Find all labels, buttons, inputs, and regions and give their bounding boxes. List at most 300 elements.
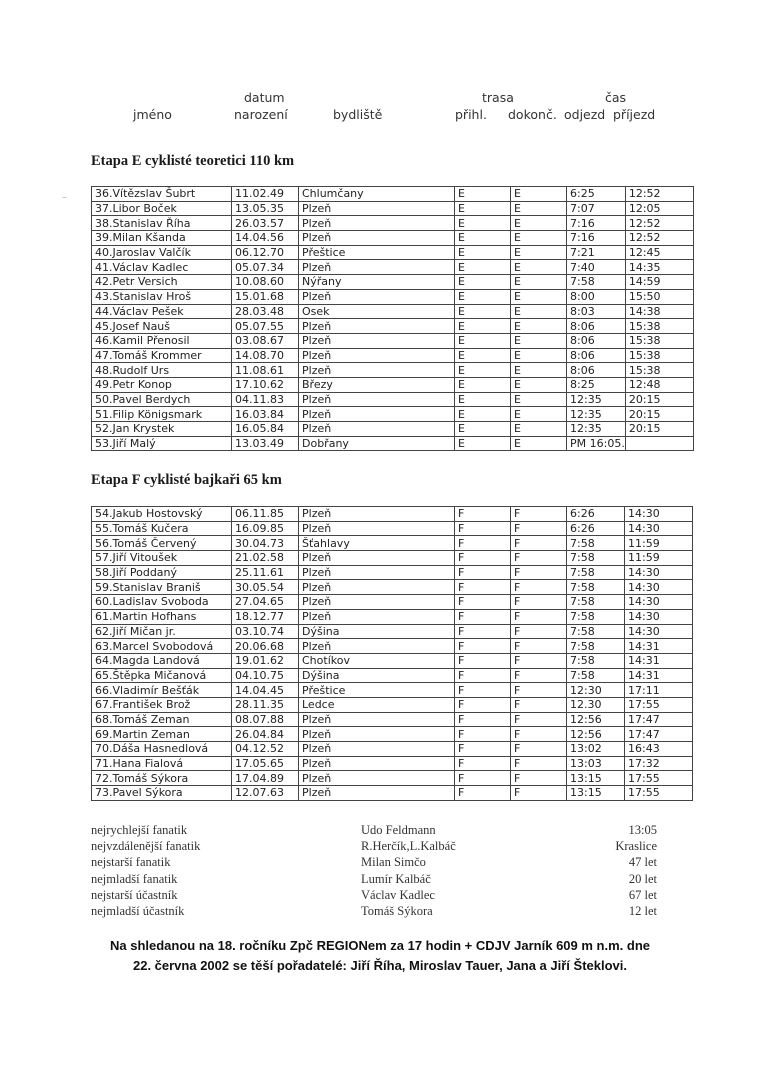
cell-dokonc: E [511, 407, 567, 422]
table-row [92, 407, 694, 422]
cell-prihl: E [455, 363, 511, 378]
cell-dokonc: E [511, 187, 567, 202]
table-row [92, 536, 693, 551]
table-row [92, 392, 694, 407]
cell-prihl: E [455, 348, 511, 363]
cell-residence: Plzeň [299, 216, 455, 231]
cell-residence: Plzeň [299, 771, 455, 786]
cell-prijezd: 15:38 [625, 319, 693, 334]
cell-odjezd: 13:15 [567, 771, 625, 786]
cell-prihl: F [455, 771, 511, 786]
table-row [92, 275, 694, 290]
cell-prihl: F [455, 653, 511, 668]
cell-birth: 15.01.68 [232, 289, 299, 304]
cell-residence: Plzeň [299, 595, 455, 610]
cell-dokonc: E [511, 348, 567, 363]
cell-dokonc: E [511, 304, 567, 319]
stat-row [91, 871, 661, 887]
cell-residence: Přeštice [299, 245, 455, 260]
cell-odjezd: 7:07 [567, 201, 626, 216]
etapa-e-title: Etapa E cyklisté teoretici 110 km [91, 153, 295, 169]
stat-value: 20 let [628, 871, 657, 886]
cell-dokonc: F [511, 786, 567, 801]
cell-residence: Plzeň [299, 319, 455, 334]
table-row [92, 507, 693, 522]
table-row [92, 624, 693, 639]
cell-prihl: E [455, 304, 511, 319]
cell-birth: 28.03.48 [232, 304, 299, 319]
cell-name: 60.Ladislav Svoboda [92, 595, 232, 610]
cell-prihl: F [455, 668, 511, 683]
cell-dokonc: E [511, 275, 567, 290]
cell-prijezd: 14:30 [625, 624, 693, 639]
cell-birth: 30.04.73 [232, 536, 299, 551]
cell-name: 73.Pavel Sýkora [92, 786, 232, 801]
stat-value: 13:05 [628, 823, 657, 837]
cell-birth: 03.10.74 [232, 624, 299, 639]
cell-name: 37.Libor Boček [92, 201, 232, 216]
cell-residence: Plzeň [299, 727, 455, 742]
cell-name: 49.Petr Konop [92, 377, 232, 392]
cell-name: 38.Stanislav Říha [92, 216, 232, 231]
cell-prihl: E [455, 216, 511, 231]
table-row [92, 304, 694, 319]
cell-name: 56.Tomáš Červený [92, 536, 232, 551]
cell-odjezd: 12:30 [567, 683, 625, 698]
cell-dokonc: F [511, 580, 567, 595]
cell-birth: 26.03.57 [232, 216, 299, 231]
table-row [92, 683, 693, 698]
cell-residence: Plzeň [299, 260, 455, 275]
table-row [92, 668, 693, 683]
header-odjezd: odjezd [564, 107, 606, 122]
cell-residence: Plzeň [299, 201, 455, 216]
cell-name: 36.Vítězslav Šubrt [92, 187, 232, 202]
cell-odjezd: 8:03 [567, 304, 626, 319]
footer-line-1: Na shledanou na 18. ročníku Zpč REGIONem za 17 hodin + CDJV Jarník 609 m n.m. dne [109, 938, 650, 953]
cell-odjezd: 7:58 [567, 565, 625, 580]
stat-value: 12 let [628, 903, 657, 918]
cell-name: 53.Jiří Malý [92, 436, 232, 451]
cell-name: 39.Milan Kšanda [92, 231, 232, 246]
cell-prijezd: 14:30 [625, 580, 693, 595]
cell-dokonc: E [511, 289, 567, 304]
cell-prihl: F [455, 580, 511, 595]
cell-residence: Plzeň [299, 407, 455, 422]
cell-name: 65.Štěpka Mičanová [92, 668, 232, 683]
cell-name: 51.Filip Königsmark [92, 407, 232, 422]
cell-prihl: E [455, 275, 511, 290]
cell-prijezd: 14:30 [625, 609, 693, 624]
cell-birth: 05.07.34 [232, 260, 299, 275]
cell-odjezd: 8:06 [567, 333, 626, 348]
cell-birth: 11.02.49 [232, 187, 299, 202]
cell-odjezd: 12:35 [567, 392, 626, 407]
cell-name: 50.Pavel Berdych [92, 392, 232, 407]
header-narozeni: narození [234, 107, 288, 122]
cell-birth: 18.12.77 [232, 609, 299, 624]
cell-odjezd: 7:16 [567, 216, 626, 231]
cell-residence: Plzeň [299, 712, 455, 727]
table-row [92, 377, 694, 392]
cell-name: 70.Dáša Hasnedlová [92, 742, 232, 757]
stat-name: Udo Feldmann [361, 823, 436, 837]
etapa-f-title: Etapa F cyklisté bajkaři 65 km [91, 472, 282, 488]
cell-dokonc: F [511, 507, 567, 522]
cell-prijezd: 14:59 [625, 275, 693, 290]
cell-odjezd: 7:58 [567, 580, 625, 595]
stat-value: 67 let [628, 887, 657, 902]
table-row [92, 551, 693, 566]
cell-prihl: E [455, 231, 511, 246]
cell-odjezd: 8:00 [567, 289, 626, 304]
etapa-e-table [91, 186, 694, 451]
table-row [92, 319, 694, 334]
cell-odjezd: 13:02 [567, 742, 625, 757]
cell-name: 40.Jaroslav Valčík [92, 245, 232, 260]
cell-odjezd: 12.30 [567, 697, 625, 712]
cell-dokonc: E [511, 392, 567, 407]
cell-prihl: E [455, 333, 511, 348]
cell-residence: Plzeň [299, 289, 455, 304]
cell-prihl: F [455, 786, 511, 801]
table-row [92, 742, 693, 757]
cell-residence: Chlumčany [299, 187, 455, 202]
cell-birth: 04.11.83 [232, 392, 299, 407]
cell-prihl: F [455, 595, 511, 610]
cell-birth: 04.12.52 [232, 742, 299, 757]
cell-birth: 16.05.84 [232, 422, 299, 437]
cell-prijezd: 15:38 [625, 333, 693, 348]
cell-prihl: F [455, 507, 511, 522]
cell-odjezd: 8:25 [567, 377, 626, 392]
cell-birth: 19.01.62 [232, 653, 299, 668]
cell-prihl: F [455, 521, 511, 536]
cell-dokonc: F [511, 697, 567, 712]
cell-dokonc: F [511, 639, 567, 654]
header-prihl: přihl. [455, 107, 487, 122]
cell-prihl: F [455, 609, 511, 624]
cell-prijezd: 12:52 [625, 216, 693, 231]
table-row [92, 245, 694, 260]
table-row [92, 771, 693, 786]
cell-dokonc: F [511, 521, 567, 536]
cell-prijezd: 17:55 [625, 771, 693, 786]
cell-name: 44.Václav Pešek [92, 304, 232, 319]
cell-prijezd: 20:15 [625, 422, 693, 437]
cell-odjezd: 12:56 [567, 712, 625, 727]
cell-prihl: F [455, 536, 511, 551]
cell-prihl: E [455, 436, 511, 451]
cell-residence: Plzeň [299, 392, 455, 407]
cell-dokonc: F [511, 551, 567, 566]
cell-prijezd: 15:38 [625, 348, 693, 363]
cell-name: 54.Jakub Hostovský [92, 507, 232, 522]
cell-prijezd: 17:47 [625, 712, 693, 727]
cell-birth: 10.08.60 [232, 275, 299, 290]
cell-odjezd: 7:58 [567, 653, 625, 668]
cell-name: 62.Jiří Mičan jr. [92, 624, 232, 639]
cell-prijezd: 20:15 [625, 407, 693, 422]
cell-birth: 30.05.54 [232, 580, 299, 595]
cell-prijezd: 12:52 [625, 187, 693, 202]
stat-label: nejstarší účastník [91, 887, 178, 902]
cell-prijezd: 14:30 [625, 595, 693, 610]
cell-residence: Osek [299, 304, 455, 319]
cell-birth: 13.05.35 [232, 201, 299, 216]
cell-birth: 14.04.56 [232, 231, 299, 246]
cell-odjezd: 7:58 [567, 624, 625, 639]
cell-prijezd: 15:50 [625, 289, 693, 304]
cell-odjezd: PM 16:05. [567, 436, 626, 451]
cell-odjezd: 13:15 [567, 786, 625, 801]
stat-label: nejrychlejší fanatik [91, 823, 188, 837]
cell-dokonc: F [511, 609, 567, 624]
cell-dokonc: E [511, 216, 567, 231]
header-dokonc: dokonč. [508, 107, 557, 122]
cell-prijezd: 17:32 [625, 756, 693, 771]
cell-odjezd: 8:06 [567, 319, 626, 334]
stat-value: Kraslice [615, 839, 657, 854]
stat-label: nejmladší účastník [91, 903, 185, 918]
cell-odjezd: 7:58 [567, 595, 625, 610]
cell-dokonc: F [511, 771, 567, 786]
table-row [92, 333, 694, 348]
table-row [92, 653, 693, 668]
stat-row [91, 822, 661, 838]
cell-dokonc: E [511, 422, 567, 437]
cell-prihl: E [455, 289, 511, 304]
stat-label: nejvzdálenější fanatik [91, 839, 201, 854]
cell-dokonc: F [511, 727, 567, 742]
scan-mark: – [62, 192, 67, 203]
cell-prijezd: 11:59 [625, 536, 693, 551]
cell-birth: 27.04.65 [232, 595, 299, 610]
cell-prijezd: 12:45 [625, 245, 693, 260]
cell-odjezd: 7:58 [567, 609, 625, 624]
cell-residence: Plzeň [299, 580, 455, 595]
cell-dokonc: F [511, 683, 567, 698]
cell-prihl: F [455, 742, 511, 757]
header-jmeno: jméno [133, 107, 172, 122]
cell-prijezd: 14:30 [625, 521, 693, 536]
cell-residence: Plzeň [299, 521, 455, 536]
cell-odjezd: 7:58 [567, 536, 625, 551]
stat-label: nejstarší fanatik [91, 855, 171, 870]
cell-birth: 06.12.70 [232, 245, 299, 260]
stats-list [91, 822, 661, 919]
cell-prihl: F [455, 683, 511, 698]
cell-birth: 25.11.61 [232, 565, 299, 580]
cell-dokonc: E [511, 436, 567, 451]
table-row [92, 201, 694, 216]
cell-prihl: E [455, 319, 511, 334]
cell-prijezd: 14:30 [625, 565, 693, 580]
cell-dokonc: F [511, 668, 567, 683]
cell-odjezd: 7:58 [567, 668, 625, 683]
table-row [92, 348, 694, 363]
cell-residence: Plzeň [299, 348, 455, 363]
cell-name: 71.Hana Fialová [92, 756, 232, 771]
table-row [92, 363, 694, 378]
cell-name: 41.Václav Kadlec [92, 260, 232, 275]
cell-birth: 20.06.68 [232, 639, 299, 654]
cell-prihl: F [455, 727, 511, 742]
cell-residence: Plzeň [299, 551, 455, 566]
cell-birth: 16.09.85 [232, 521, 299, 536]
cell-prijezd: 14:35 [625, 260, 693, 275]
cell-prijezd [625, 436, 693, 451]
footer-line-2: 22. června 2002 se těší pořadatelé: Jiří Říha, Miroslav Tauer, Jana a Jiří Šteklovi. [132, 958, 627, 973]
stat-value: 47 let [628, 855, 657, 870]
stat-row [91, 854, 661, 870]
cell-odjezd: 7:58 [567, 275, 626, 290]
cell-dokonc: E [511, 377, 567, 392]
cell-name: 68.Tomáš Zeman [92, 712, 232, 727]
cell-residence: Plzeň [299, 786, 455, 801]
cell-residence: Plzeň [299, 565, 455, 580]
table-row [92, 712, 693, 727]
cell-dokonc: E [511, 201, 567, 216]
cell-prijezd: 14:30 [625, 507, 693, 522]
cell-residence: Plzeň [299, 363, 455, 378]
table-row [92, 422, 694, 437]
cell-prihl: F [455, 756, 511, 771]
cell-birth: 06.11.85 [232, 507, 299, 522]
cell-dokonc: F [511, 756, 567, 771]
cell-birth: 13.03.49 [232, 436, 299, 451]
cell-prijezd: 14:31 [625, 653, 693, 668]
cell-birth: 04.10.75 [232, 668, 299, 683]
cell-residence: Ledce [299, 697, 455, 712]
cell-name: 58.Jiří Poddaný [92, 565, 232, 580]
cell-prijezd: 14:31 [625, 668, 693, 683]
cell-prijezd: 16:43 [625, 742, 693, 757]
cell-residence: Plzeň [299, 507, 455, 522]
cell-prijezd: 17:55 [625, 786, 693, 801]
cell-residence: Chotíkov [299, 653, 455, 668]
cell-dokonc: F [511, 624, 567, 639]
cell-dokonc: F [511, 742, 567, 757]
cell-birth: 08.07.88 [232, 712, 299, 727]
cell-odjezd: 6:25 [567, 187, 626, 202]
stat-name: Tomáš Sýkora [361, 903, 433, 918]
cell-name: 69.Martin Zeman [92, 727, 232, 742]
cell-dokonc: F [511, 595, 567, 610]
header-datum: datum [244, 90, 285, 105]
cell-prijezd: 12:48 [625, 377, 693, 392]
header-prijezd: příjezd [613, 107, 656, 122]
cell-residence: Dobřany [299, 436, 455, 451]
cell-odjezd: 7:58 [567, 551, 625, 566]
cell-prihl: F [455, 712, 511, 727]
cell-residence: Nýřany [299, 275, 455, 290]
cell-residence: Přeštice [299, 683, 455, 698]
stat-name: R.Herčík,L.Kalbáč [361, 839, 456, 854]
cell-name: 47.Tomáš Krommer [92, 348, 232, 363]
table-row [92, 756, 693, 771]
cell-prijezd: 12:52 [625, 231, 693, 246]
cell-birth: 05.07.55 [232, 319, 299, 334]
table-row [92, 580, 693, 595]
cell-odjezd: 8:06 [567, 348, 626, 363]
cell-prihl: E [455, 187, 511, 202]
cell-birth: 14.08.70 [232, 348, 299, 363]
cell-prihl: E [455, 407, 511, 422]
cell-name: 66.Vladimír Bešťák [92, 683, 232, 698]
table-row [92, 565, 693, 580]
cell-name: 52.Jan Krystek [92, 422, 232, 437]
cell-residence: Plzeň [299, 231, 455, 246]
cell-name: 64.Magda Landová [92, 653, 232, 668]
cell-birth: 17.05.65 [232, 756, 299, 771]
cell-odjezd: 7:21 [567, 245, 626, 260]
table-row [92, 521, 693, 536]
table-row [92, 697, 693, 712]
table-row [92, 289, 694, 304]
cell-name: 55.Tomáš Kučera [92, 521, 232, 536]
stat-name: Milan Simčo [361, 855, 426, 870]
cell-residence: Plzeň [299, 639, 455, 654]
cell-residence: Plzeň [299, 333, 455, 348]
footer-note [40, 936, 720, 976]
cell-birth: 21.02.58 [232, 551, 299, 566]
cell-dokonc: E [511, 363, 567, 378]
cell-odjezd: 7:40 [567, 260, 626, 275]
table-row [92, 436, 694, 451]
table-row [92, 727, 693, 742]
cell-birth: 26.04.84 [232, 727, 299, 742]
header-cas: čas [605, 90, 627, 105]
table-row [92, 187, 694, 202]
cell-prijezd: 14:38 [625, 304, 693, 319]
cell-name: 61.Martin Hofhans [92, 609, 232, 624]
stat-row [91, 887, 661, 903]
cell-dokonc: E [511, 245, 567, 260]
cell-residence: Dýšina [299, 624, 455, 639]
cell-prihl: E [455, 201, 511, 216]
cell-dokonc: F [511, 536, 567, 551]
cell-odjezd: 7:58 [567, 639, 625, 654]
table-row [92, 216, 694, 231]
cell-residence: Plzeň [299, 422, 455, 437]
cell-prihl: F [455, 697, 511, 712]
cell-prijezd: 15:38 [625, 363, 693, 378]
stat-row [91, 903, 661, 919]
cell-birth: 12.07.63 [232, 786, 299, 801]
cell-prihl: E [455, 245, 511, 260]
cell-prihl: F [455, 551, 511, 566]
cell-name: 72.Tomáš Sýkora [92, 771, 232, 786]
cell-birth: 03.08.67 [232, 333, 299, 348]
cell-residence: Plzeň [299, 609, 455, 624]
cell-name: 57.Jiří Vitoušek [92, 551, 232, 566]
cell-residence: Plzeň [299, 742, 455, 757]
header-trasa: trasa [482, 90, 514, 105]
cell-odjezd: 12:35 [567, 422, 626, 437]
cell-residence: Dýšina [299, 668, 455, 683]
cell-prihl: E [455, 260, 511, 275]
cell-name: 46.Kamil Přenosil [92, 333, 232, 348]
stat-row [91, 838, 661, 854]
cell-dokonc: E [511, 319, 567, 334]
table-row [92, 639, 693, 654]
cell-odjezd: 7:16 [567, 231, 626, 246]
cell-residence: Plzeň [299, 756, 455, 771]
cell-prijezd: 17:11 [625, 683, 693, 698]
header-bydliste: bydliště [333, 107, 383, 122]
cell-odjezd: 6:26 [567, 507, 625, 522]
